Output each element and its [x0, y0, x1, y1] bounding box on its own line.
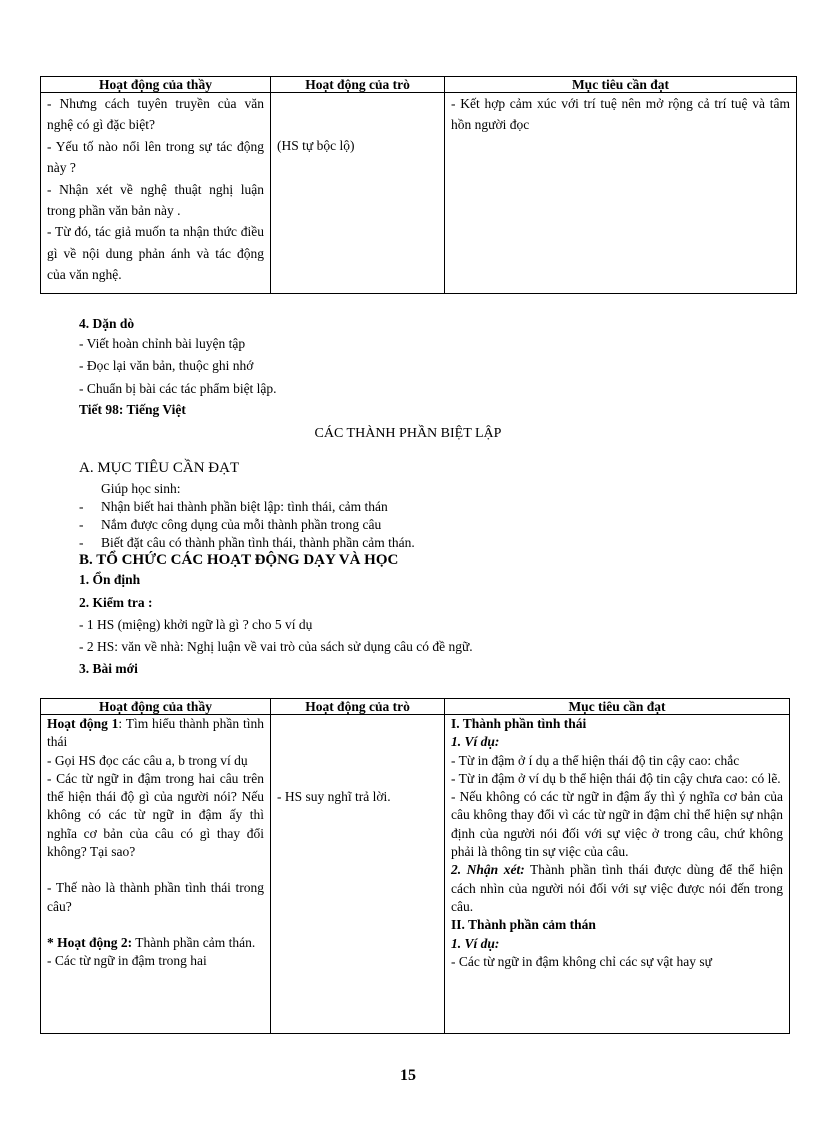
section-4-title: 4. Dặn dò: [79, 316, 135, 331]
activity-2: * Hoạt động 2: Thành phần cảm thán.: [47, 934, 256, 950]
section-b-s2-item: - 2 HS: văn về nhà: Nghị luận về vai trò của sách sử dụng câu có đề ngữ.: [79, 639, 473, 654]
section-b-s1: 1. Ổn định: [79, 572, 141, 587]
section-a-item: Biết đặt câu có thành phần tình thái, thành phần cảm thán.: [101, 535, 415, 550]
activity-table-2: [40, 698, 790, 1034]
section-b-title: B. TỔ CHỨC CÁC HOẠT ĐỘNG DẠY VÀ HỌC: [79, 552, 399, 568]
header-teacher: Hoạt động của thầy: [41, 77, 271, 93]
student-answer: - HS suy nghĩ trả lời.: [277, 789, 391, 804]
page-number: 15: [400, 1067, 416, 1084]
section-a-intro: Giúp học sinh:: [101, 481, 181, 496]
teacher-question: - Từ đó, tác giả muốn ta nhận thức điều gì về nội dung phản ánh và tác động của văn nghệ.: [47, 224, 264, 283]
teacher-question: - Nhận xét về nghệ thuật nghị luận trong phần văn bản này .: [47, 181, 264, 219]
section-4-item: - Viết hoàn chỉnh bài luyện tập: [79, 336, 246, 351]
goal-text: - Kết hợp cảm xúc với trí tuệ nên mở rộng cả trí tuệ và tâm hồn người đọc: [451, 96, 790, 133]
section-4-item: - Chuẩn bị bài các tác phẩm biệt lập.: [79, 381, 277, 396]
goal-cell: [445, 715, 790, 1034]
goal-heading: I. Thành phần tình thái: [451, 716, 587, 731]
teacher-question: - Yếu tố nào nổi lên trong sự tác động này ?: [47, 138, 264, 176]
section-b-s3: 3. Bài mới: [79, 661, 138, 676]
student-cell: [271, 715, 445, 1034]
goal-text: - Nếu không có các từ ngữ in đậm ấy thì ý nghĩa cơ bản của câu không thay đổi vì các từ ngữ in đậm chỉ thể hiện sự nhận định của người nói đối với sự việc ở trong câu, chứ không phải là thông tin sự việc của câu.: [451, 789, 783, 860]
teacher-question: - Gọi HS đọc các câu a, b trong ví dụ: [47, 752, 248, 768]
goal-heading: II. Thành phần cảm thán: [451, 917, 596, 933]
goal-subheading: 1. Ví dụ:: [451, 935, 500, 951]
student-answer: (HS tự bộc lộ): [277, 138, 355, 153]
teacher-cell: [41, 93, 271, 294]
teacher-question: - Các từ ngữ in đậm trong hai: [47, 953, 207, 969]
teacher-question: - Thế nào là thành phần tình thái trong câu?: [47, 880, 264, 914]
section-a-title: A. MỤC TIÊU CẦN ĐẠT: [79, 460, 240, 476]
goal-text: - Các từ ngữ in đậm không chỉ các sự vật hay sự: [451, 953, 712, 969]
teacher-question: - Các từ ngữ in đậm trong hai câu trên thể hiện thái độ gì của người nói? Nếu không có các từ ngữ in đậm ấy thì nghĩa cơ bản của câu có gì thay đổi không? Tại sao?: [47, 770, 264, 860]
activity-table-1: [40, 76, 797, 294]
goal-text: - Từ in đậm ở í dụ a thể hiện thái độ tin cậy cao: chắc: [451, 752, 740, 768]
teacher-question: - Nhưng cách tuyên truyền của văn nghệ có gì đặc biệt?: [47, 96, 264, 133]
goal-subheading: 1. Ví dụ:: [451, 734, 500, 750]
section-4-item: - Đọc lại văn bản, thuộc ghi nhớ: [79, 358, 254, 373]
goal-note: 2. Nhận xét: Thành phần tình thái được dùng để thể hiện cách nhìn của người nói đối với sự việc được nói đến trong câu.: [451, 862, 783, 914]
header-student: Hoạt động của trò: [271, 699, 445, 715]
header-student: Hoạt động của trò: [271, 77, 445, 93]
teacher-cell: [41, 715, 271, 1034]
activity-1: Hoạt động 1: Tìm hiểu thành phần tình thái: [47, 716, 264, 750]
section-a-item: Nắm được công dụng của mỗi thành phần trong câu: [101, 517, 382, 532]
goal-text: - Từ in đậm ở ví dụ b thể hiện thái độ tin cậy chưa cao: có lẽ.: [451, 770, 781, 786]
goal-cell: [445, 93, 797, 294]
section-a-item: Nhận biết hai thành phần biệt lập: tình thái, cảm thán: [101, 499, 388, 514]
main-title: CÁC THÀNH PHẦN BIỆT LẬP: [314, 426, 502, 441]
header-goal: Mục tiêu cần đạt: [445, 699, 790, 715]
lesson-title: Tiết 98: Tiếng Việt: [79, 402, 186, 417]
section-b-s2-item: - 1 HS (miệng) khởi ngữ là gì ? cho 5 ví dụ: [79, 617, 313, 632]
header-teacher: Hoạt động của thầy: [41, 699, 271, 715]
header-goal: Mục tiêu cần đạt: [445, 77, 797, 93]
section-b-s2: 2. Kiểm tra :: [79, 595, 153, 610]
student-cell: [271, 93, 445, 294]
